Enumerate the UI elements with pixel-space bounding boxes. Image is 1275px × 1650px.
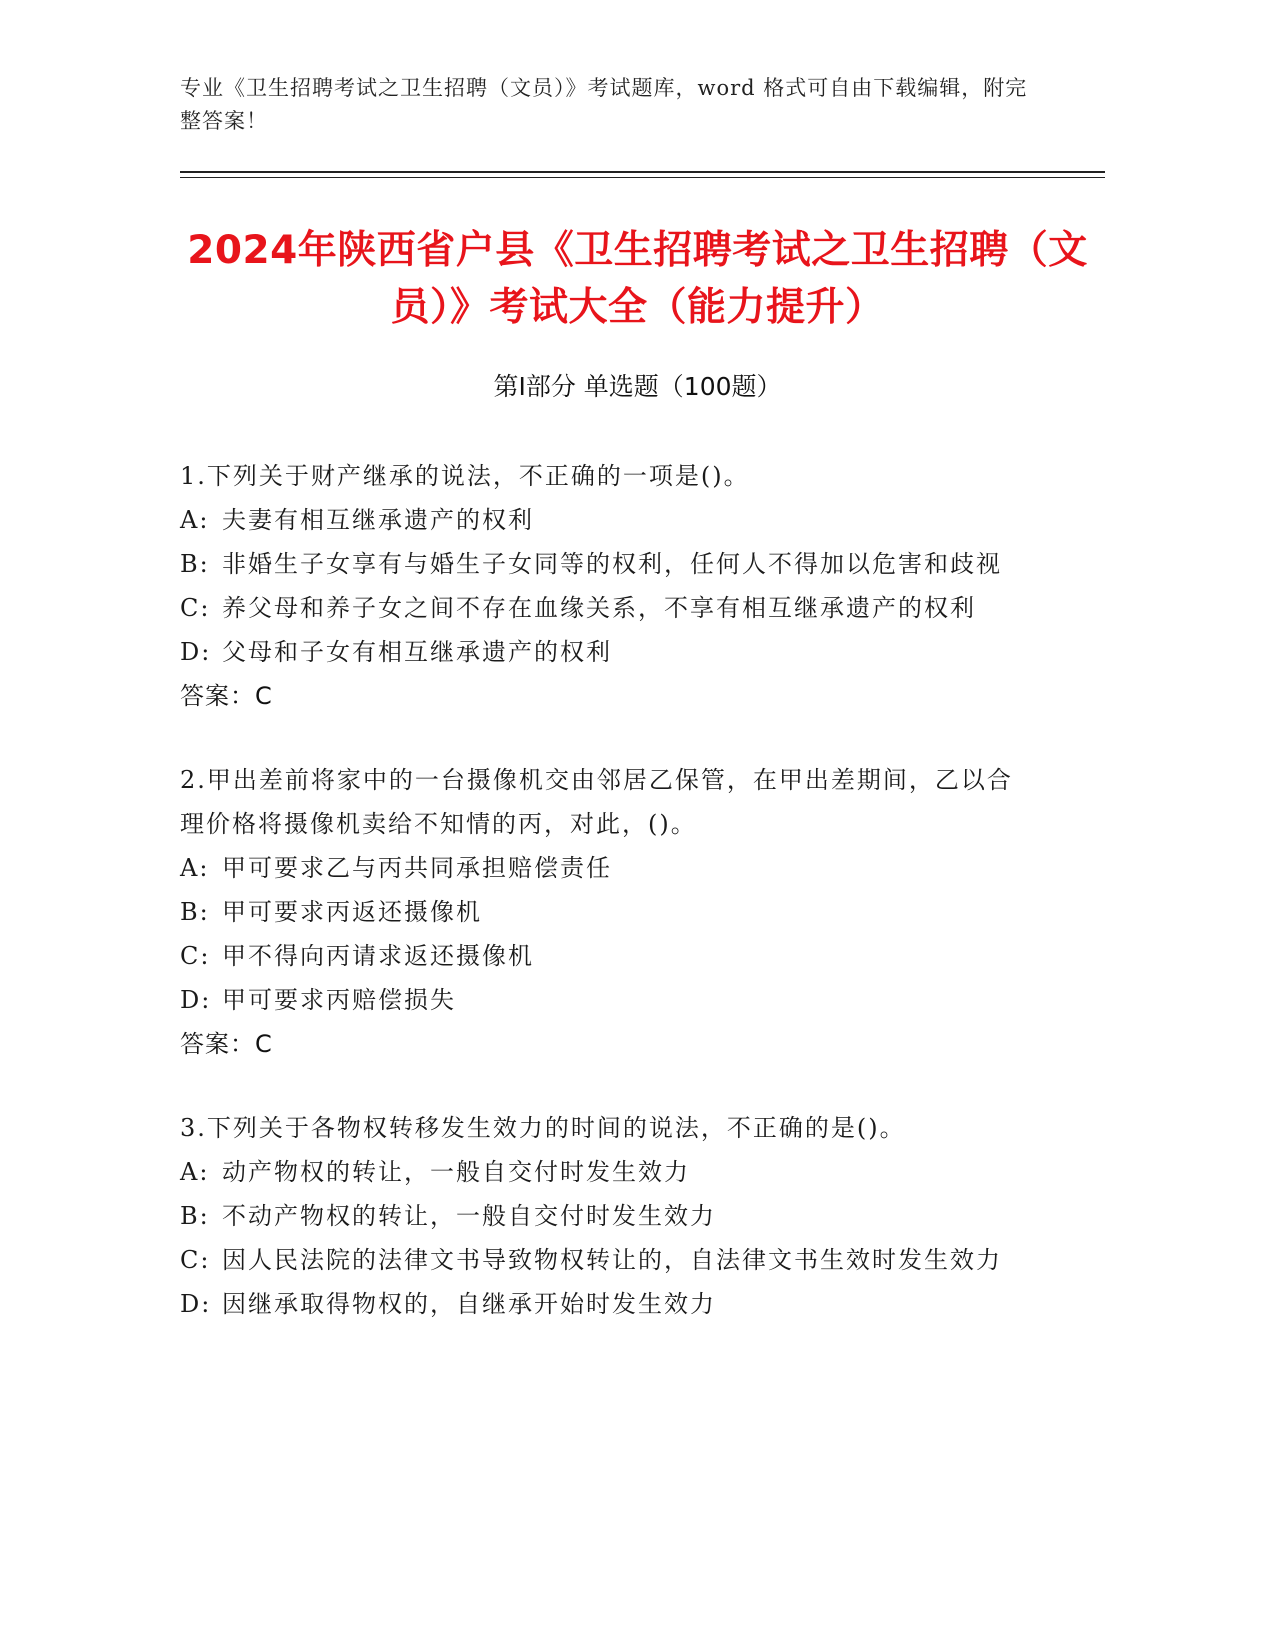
option-letter: A: xyxy=(180,506,210,534)
question-1 xyxy=(180,454,1030,718)
option-letter: A: xyxy=(180,1158,210,1186)
option-text: 非婚生子女享有与婚生子女同等的权利，任何人不得加以危害和歧视 xyxy=(222,550,1002,578)
question-stem: 2.甲出差前将家中的一台摄像机交由邻居乙保管，在甲出差期间，乙以合理价格将摄像机卖给不知情的丙，对此，()。 xyxy=(180,766,1013,838)
question-3 xyxy=(180,1106,1030,1326)
option-c xyxy=(180,1238,1030,1282)
answer: 答案：C xyxy=(180,1030,273,1058)
option-text: 因人民法院的法律文书导致物权转让的，自法律文书生效时发生效力 xyxy=(222,1246,1002,1274)
option-c xyxy=(180,586,1030,630)
option-letter: D: xyxy=(180,1290,212,1318)
option-a xyxy=(180,846,1030,890)
option-letter: C: xyxy=(180,942,211,970)
option-text: 因继承取得物权的，自继承开始时发生效力 xyxy=(222,1290,716,1318)
question-stem: 1.下列关于财产继承的说法，不正确的一项是()。 xyxy=(180,462,750,490)
option-text: 甲可要求丙赔偿损失 xyxy=(222,986,456,1014)
option-text: 养父母和养子女之间不存在血缘关系，不享有相互继承遗产的权利 xyxy=(222,594,976,622)
option-letter: B: xyxy=(180,550,210,578)
document-title: 2024年陕西省户县《卫生招聘考试之卫生招聘（文员）》考试大全（能力提升） xyxy=(187,228,1088,330)
option-letter: D: xyxy=(180,638,212,666)
option-a xyxy=(180,1150,1030,1194)
option-d xyxy=(180,1282,1030,1326)
answer: 答案：C xyxy=(180,682,273,710)
option-b xyxy=(180,1194,1030,1238)
question-stem: 3.下列关于各物权转移发生效力的时间的说法，不正确的是()。 xyxy=(180,1114,906,1142)
option-text: 甲不得向丙请求返还摄像机 xyxy=(222,942,534,970)
header-divider-thin xyxy=(180,177,1105,178)
question-2 xyxy=(180,758,1030,1066)
option-letter: C: xyxy=(180,594,211,622)
option-letter: C: xyxy=(180,1246,211,1274)
option-d xyxy=(180,978,1030,1022)
option-letter: A: xyxy=(180,854,210,882)
header-note: 专业《卫生招聘考试之卫生招聘（文员）》考试题库，word 格式可自由下载编辑，附完整答案！ xyxy=(180,76,1028,133)
option-letter: B: xyxy=(180,898,210,926)
option-letter: B: xyxy=(180,1202,210,1230)
option-text: 甲可要求丙返还摄像机 xyxy=(222,898,482,926)
header-divider xyxy=(180,171,1105,173)
option-a xyxy=(180,498,1030,542)
section-title: 第Ⅰ部分 单选题（100题） xyxy=(493,372,782,401)
option-b xyxy=(180,542,1030,586)
option-letter: D: xyxy=(180,986,212,1014)
option-d xyxy=(180,630,1030,674)
option-text: 动产物权的转让，一般自交付时发生效力 xyxy=(222,1158,690,1186)
question-list xyxy=(180,454,1030,1366)
option-text: 父母和子女有相互继承遗产的权利 xyxy=(222,638,612,666)
option-text: 夫妻有相互继承遗产的权利 xyxy=(222,506,534,534)
option-text: 不动产物权的转让，一般自交付时发生效力 xyxy=(222,1202,716,1230)
option-text: 甲可要求乙与丙共同承担赔偿责任 xyxy=(222,854,612,882)
option-c xyxy=(180,934,1030,978)
option-b xyxy=(180,890,1030,934)
